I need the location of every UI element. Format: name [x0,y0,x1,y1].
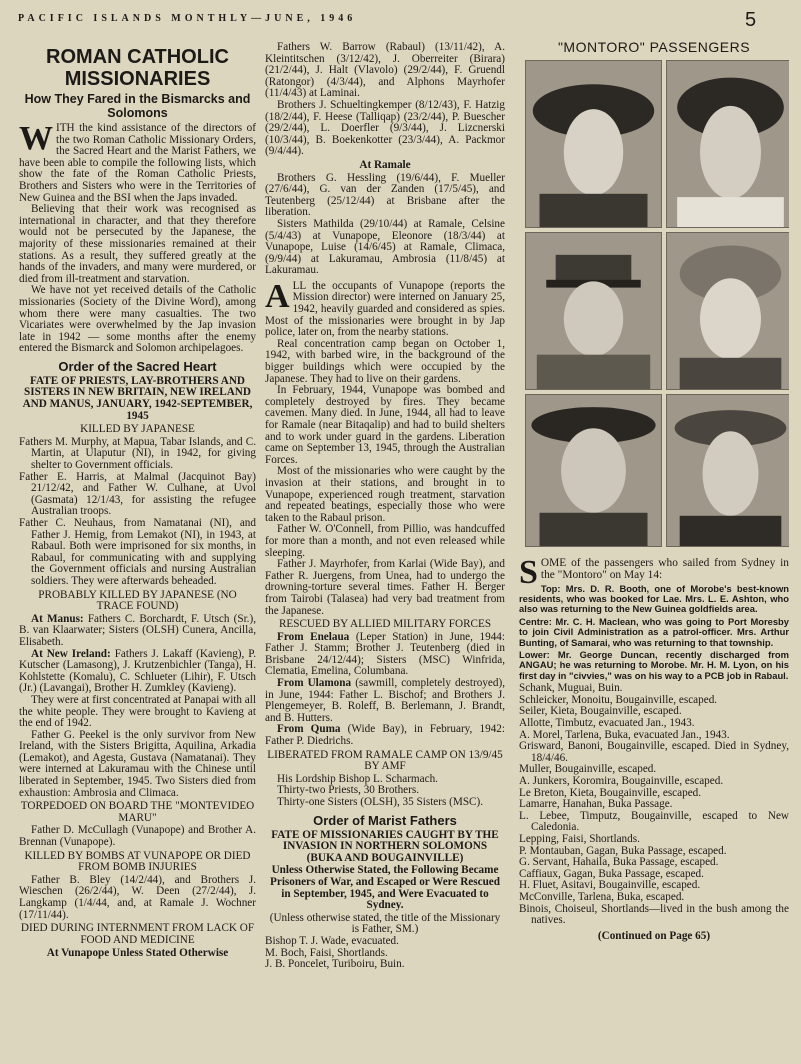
photo-mr-duncan [525,394,662,547]
photo-feature-title: "MONTORO" PASSENGERS [557,42,751,55]
paragraph: Brothers G. Hessling (19/6/44), F. Mueller (27/6/44), G. van der Zanden (17/5/45), and Teutenberg (25/12/44) at Brisbane after the liberation. [265,171,505,219]
photo-mrs-booth [525,60,662,228]
paragraph: His Lordship Bishop L. Scharmach. [277,772,438,785]
list-item: G. Servant, Hahaila, Buka Passage, escaped. [519,856,719,869]
paragraph: ALL the occupants of Vunapope (reports the Mission director) were interned on January 25, 1942, heavily guarded and considered as spies. Most of the missionaries were brought in by Jap police, later on, from the nearby stations. [265,277,505,339]
list-item: Grisward, Banoni, Bougainville, escaped. Died in Sydney, 18/4/46. [519,740,789,764]
paragraph: They were at first concentrated at Panapai with all the white people. They were brought to Kavieng at the end of 1942. [19,693,256,730]
subheading: Unless Otherwise Stated, the Following Became Prisoners of War, and Escaped or Were Rescued in September, 1945, and Were Evacuated to Sydney. [270,864,500,912]
list-item: M. Boch, Faisi, Shortlands. [265,946,388,959]
photo-grid [525,60,789,547]
paragraph: At New Ireland: Fathers J. Lakaff (Kavieng), P. Kutscher (Lamasong), J. Krutzenbichler (Tanga), H. Kohlstette (Komalu), C. Schlueter (Lihir), F. Utsch (Jr.) (Lavangai), Brother H. Zumkley (Kavieng). [19,647,256,695]
subheading: FATE OF MISSIONARIES CAUGHT BY THE INVASION IN NORTHERN SOLOMONS (BUKA AND BOUGAINVILLE) [271,828,499,864]
article-subtitle: How They Fared in the Bismarcks and Solomons [24,92,251,120]
paragraph: From Enelaua (Leper Station) in June, 1944: Father J. Stamm; Brother J. Teutenberg (died in Brisbane 24/12/44); Sisters (MSC) Winfrida, Clematia, Emelina, Columbana. [265,630,505,678]
article-title: ROMAN CATHOLIC MISSIONARIES [46,46,229,90]
subheading: At Ramale [359,158,411,171]
paragraph: From Ulamona (sawmill, completely destroyed), in June, 1944: Father L. Bischof; and Brothers J. Plengemeyer, B. Roleff, B. Berlemann, J. Brandt, and B. Hutters. [265,677,505,724]
paragraph: Believing that their work was recognised as international in character, and that they therefore would not be persecuted by the Japanese, the majority of these missionaries remained at their stations. As a result, they suffered greatly at the hands of the invaders, and many were murdered, or died from ill-treatment and starvation. [19,203,256,285]
photo-mrs-bunting [666,232,789,390]
list-item: Bishop T. J. Wade, evacuated. [265,934,399,947]
caption-lower: Lower: Mr. George Duncan, recently discharged from ANGAU; he was returning to Morobe. Mr. H. M. Lyon, on his first day in "civvies," was on his way to a PCB job in Rabaul. [519,649,789,681]
caption-top: Top: Mrs. D. R. Booth, one of Morobe's best-known residents, who was booked for Lae. Mrs. L. E. Ashton, who also was returning to the New Guinea goldfields area. [519,582,789,615]
paragraph: In February, 1944, Vunapope was bombed and completely destroyed by fires. They became cavemen. Many died. In June, 1944, all had to leave for Ramale (near Bitaqalip) and had to build shelters and to work under guard in the gardens. Liberation came on September 13, 1945, through the Australian Forces. [265,384,505,466]
paragraph: Father J. Mayrhofer, from Karlai (Wide Bay), and Father R. Juergens, from Unea, had to undergo the drowning-torture several times. Father H. Berger from Tairobi (Talasea) had very bad treatment from the Japanese. [265,558,505,617]
paragraph: At Manus: Fathers C. Borchardt, F. Utsch (Sr.), B. van Klaarwater; Sisters (OLSH) Cunera, Ancilla, Elisabeth. [19,612,256,648]
subheading: At Vunapope Unless Stated Otherwise [46,947,229,960]
running-head: PACIFIC ISLANDS MONTHLY—JUNE, 1946 [18,13,357,24]
subheading: LIBERATED FROM RAMALE CAMP ON 13/9/45 BY AMF [267,748,503,773]
drop-cap: W [19,120,53,157]
list-item: Schank, Muguai, Buin. [519,682,623,695]
list-item: Seiler, Kieta, Bougainville, escaped. [519,705,682,718]
drop-cap: A [265,277,290,315]
column-3 [519,42,789,1062]
list-item: Allotte, Timbutz, evacuated Jan., 1943. [519,717,695,730]
paragraph: Thirty-one Sisters (OLSH), 35 Sisters (MSC). [277,796,484,808]
missionary-list [519,683,789,926]
caption-centre: Centre: Mr. C. H. Maclean, who was going to Port Moresby to join Civil Administration as a patrol-officer. Mrs. Arthur Bunting, of Samarai, who was returning to that township. [519,615,789,648]
drop-cap: S [519,553,538,591]
subheading: KILLED BY BOMBS AT VUNAPOPE OR DIED FROM BOMB INJURIES [24,849,251,874]
subheading: KILLED BY JAPANESE [80,423,195,436]
section-heading: Order of Marist Fathers [313,812,457,828]
section-heading: Order of the Sacred Heart [58,358,217,374]
list-item: Fathers M. Murphy, at Mapua, Tabar Islands, and C. Martin, at Ulaputur (NI), in 1942, for giving shelter to Government officials. [19,435,256,472]
list-item: Lamarre, Hanahan, Buka Passage. [519,798,673,811]
note: (Unless otherwise stated, the title of the Missionary is Father, SM.) [269,911,501,936]
list-item: Caffiaux, Gagan, Buka Passage, escaped. [519,867,704,880]
column-2 [265,42,505,1062]
list-item: A. Junkers, Koromira, Bougainville, escaped. [519,775,724,787]
list-item: Schleicker, Monoitu, Bougainville, escaped. [519,693,718,706]
list-item: Father C. Neuhaus, from Namatanai (NI), and Father J. Hemig, from Lemakot (NI), in 1943, at Rabaul. Both were imprisoned for six months, in Rabaul, for communicating with and supplying the Government officials and nursing Australian soldiers. They were afterwards beheaded. [19,517,256,587]
list-item: P. Montauban, Gagan, Buka Passage, escaped. [519,844,727,857]
page-number: 5 [745,9,757,31]
list-item: Father E. Harris, at Malmal (Jacquinot Bay) 21/12/42, and Father W. Culhane, at Uvol (Gasmata) 12/1/43, for assisting the refugee Australian troops. [19,470,256,518]
paragraph: Most of the missionaries who were caught by the invasion at their stations, and brought in to Vunapope, experienced rough treatment, starvation and repeated beatings, especially those who were taken to the Rabaul prison. [265,465,505,524]
subheading: TORPEDOED ON BOARD THE "MONTEVIDEO MARU" [20,800,255,824]
list-item: McConville, Tarlena, Buka, escaped. [519,890,685,903]
paragraph: Fathers W. Barrow (Rabaul) (13/11/42), A. Kleintitschen (3/12/42), J. Oberreiter (Birara) (21/2/44), J. Halt (Vlavolo) (29/2/44), F. Gruendl (Ratongor) (4/3/44), and Alphons Mayrhofer (11/4/43) at Laminai. [265,42,505,100]
caption-intro: SOME of the passengers who sailed from Sydney in the "Montoro" on May 14: [519,553,789,591]
subheading: FATE OF PRIESTS, LAY-BROTHERS AND SISTERS IN NEW BRITAIN, NEW IRELAND AND MANUS, JANUARY, 1942-SEPTEMBER, 1945 [22,374,253,422]
list-item: A. Morel, Tarlena, Buka, evacuated Jan., 1943. [519,728,730,741]
subheading: PROBABLY KILLED BY JAPANESE (NO TRACE FOUND) [38,588,237,613]
subheading: RESCUED BY ALLIED MILITARY FORCES [278,618,492,631]
paragraph: Thirty-two Priests, 30 Brothers. [277,784,420,797]
list-item: J. B. Poncelet, Turiboiru, Buin. [265,958,405,971]
list-item: Le Breton, Kieta, Bougainville, escaped. [519,786,702,799]
list-item: H. Fluet, Asitavi, Bougainville, escaped. [519,879,701,892]
list-item: L. Lebee, Timputz, Bougainville, escaped to New Caledonia. [519,809,789,834]
paragraph: We have not yet received details of the Catholic missionaries (Society of the Divine Word), among whom there were many casualties. The two Vicariates were overwhelmed by the Jap invasion late in 1942 — some months after the enemy entered the Bismarck and Solomon archipelagoes. [19,284,256,355]
paragraph: Brothers J. Schueltingkemper (8/12/43), F. Hatzig (18/2/44), F. Heese (Talliqap) (23/2/44), P. Buescher (29/2/44), L. Doerfler (9/3/44), J. Lizcnerski (10/3/44), B. Boekenkotter (23/3/44), A. Packmor (9/4/44). [265,98,505,158]
photo-mr-maclean [525,232,662,390]
paragraph: Father D. McCullagh (Vunapope) and Brother A. Brennan (Vunapope). [19,824,256,849]
paragraph: Real concentration camp began on October 1, 1942, with barbed wire, in the background of the bigger buildings which were occupied by the Japanese. They had to live on their gardens. [265,337,505,385]
list-item: Lepping, Faisi, Shortlands. [519,832,640,845]
continued-note: (Continued on Page 65) [597,929,711,942]
photo-mr-lyon [666,394,789,547]
intro-paragraph: WITH the kind assistance of the directors of the two Roman Catholic Missionary Orders, the Sacred Heart and the Marist Fathers, we have been able to compile the following lists, which show the fate of the Roman Catholic Priests, Brothers and Sisters who were in the Territories of New Guinea and the BSI when the Japs invaded. [19,120,256,204]
photo-mrs-ashton [666,60,789,228]
column-1 [19,42,256,1062]
paragraph: Father W. O'Connell, from Pillio, was handcuffed for more than a month, and not even released while sleeping. [265,523,505,559]
subheading: DIED DURING INTERNMENT FROM LACK OF FOOD AND MEDICINE [20,922,255,946]
list-item: Binois, Choiseul, Shortlands—lived in the bush among the natives. [519,902,789,927]
paragraph: Father G. Peekel is the only survivor from New Ireland, with the Sisters Brigitta, Aquilina, Arkadia (Lemakot), and Agesta, Gustava (Namatanai). They were interned at Lakuramau with the Chinese until liberated in September, 1945. Two Sisters died from exhaustion: Ambrosia and Climaca. [19,728,256,799]
paragraph: Sisters Mathilda (29/10/44) at Ramale, Celsine (5/4/43) at Vunapope, Eleonore (18/3/44) at Vunapope, Luise (14/6/45) at Ramale, Climaca, (9/9/44) at Lakuramau, Ambrosia (11/8/45) at Lakuramau. [265,217,505,277]
list-item: Muller, Bougainville, escaped. [519,763,657,776]
paragraph: From Quma (Wide Bay), in February, 1942: Father P. Diedrichs. [265,723,505,748]
paragraph: Father B. Bley (14/2/44), and Brothers J. Wieschen (26/2/44), W. Deen (27/2/44), J. Langkamp (1/4/44, and, at Ramale J. Wochner (17/11/44). [19,873,256,921]
